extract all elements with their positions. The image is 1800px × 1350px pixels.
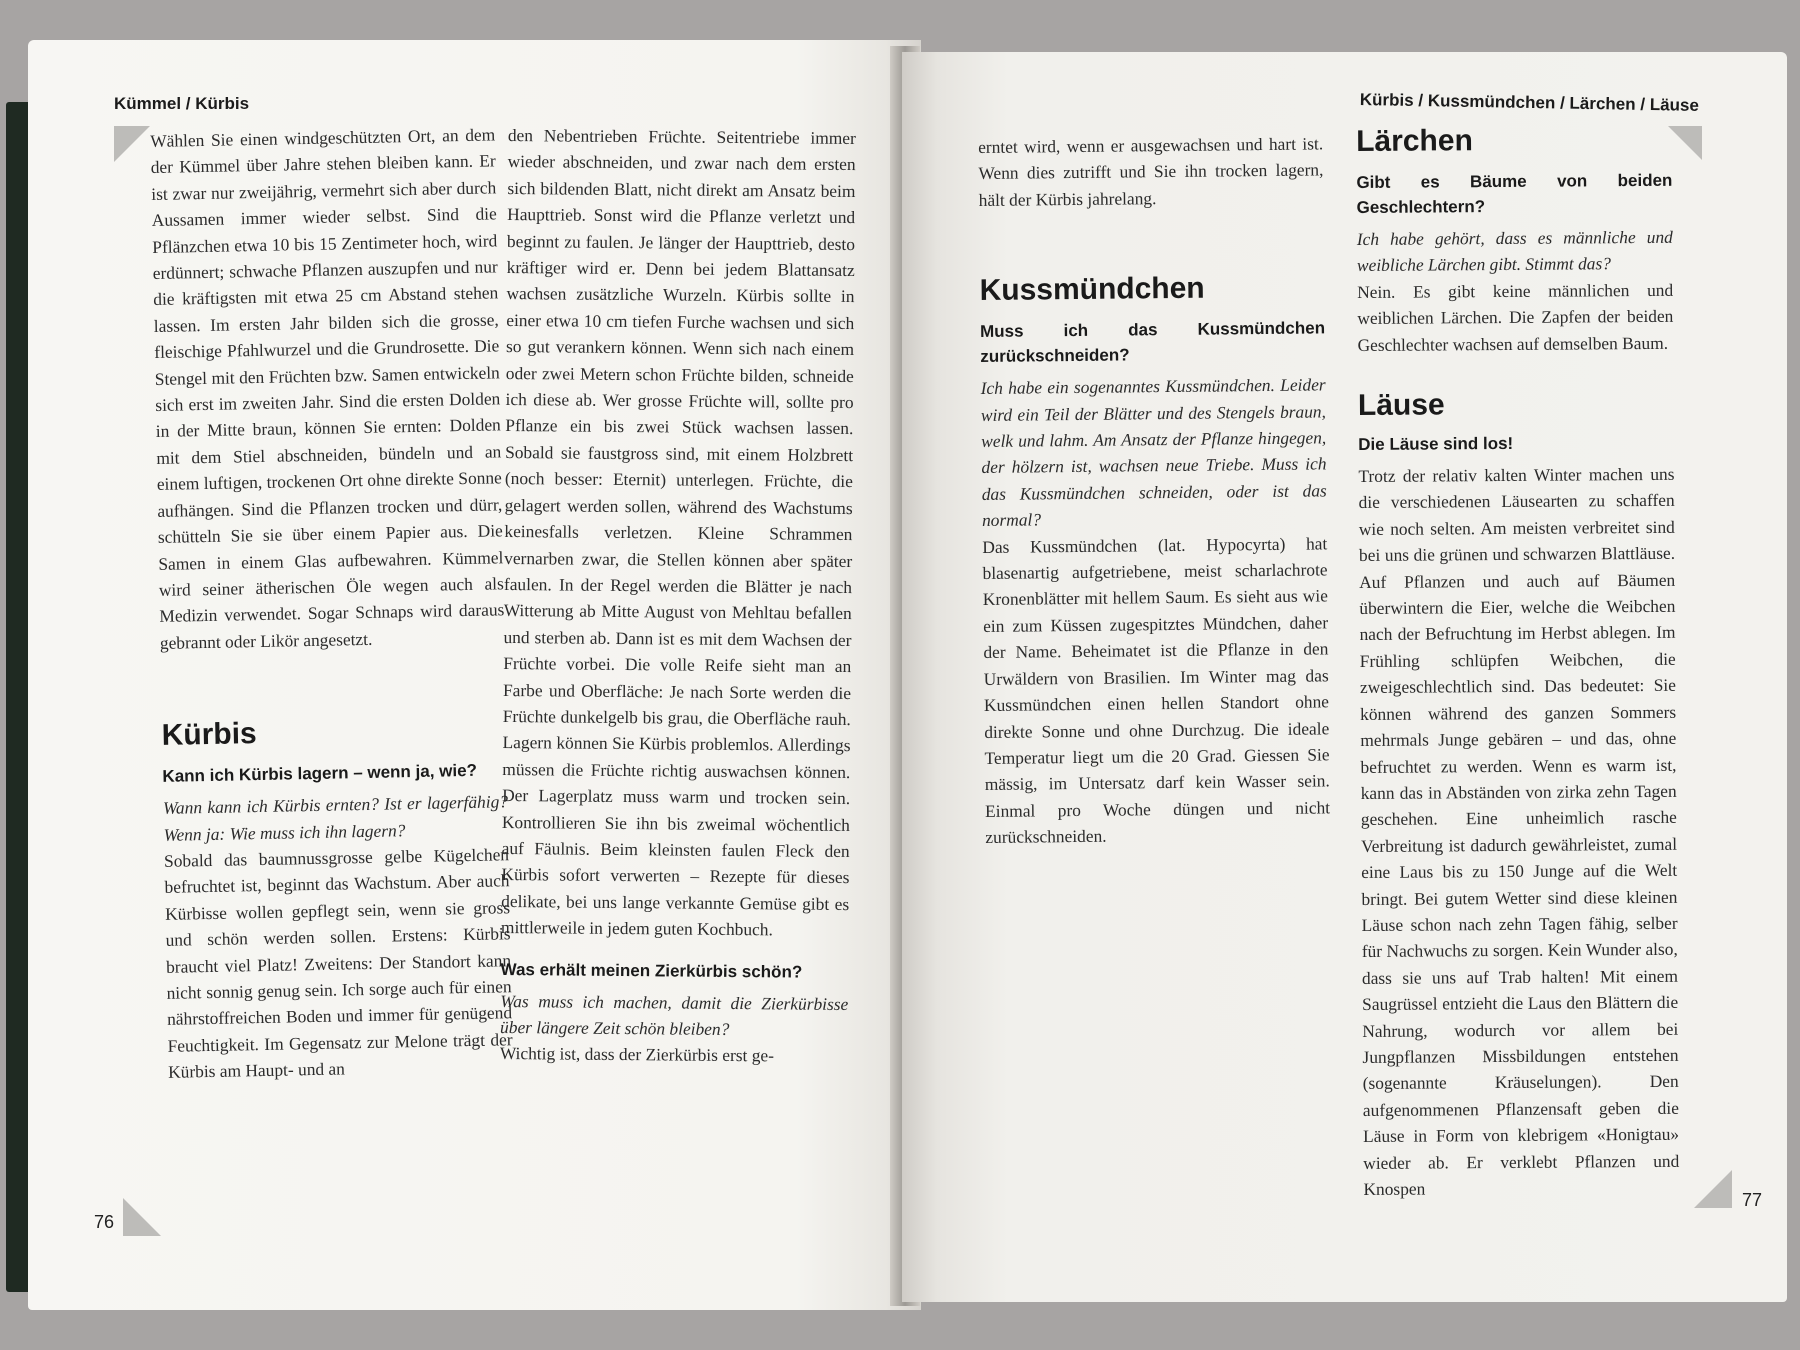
question-title-laeuse: Die Läuse sind los! [1358, 433, 1514, 455]
corner-triangle-top-right [1668, 126, 1702, 160]
corner-triangle-bottom-right [1694, 1170, 1732, 1208]
answer-kussmuendchen: Das Kussmündchen (lat. Hypocyrta) hat blasenartig aufgetriebene, meist scharlachrote Kronenblätter mit hellem Saum. Es sieht aus wie ein zum Küssen zugespitztes Mündchen, daher der Name. Beheimatet ist die Pflanze in den Urwäldern von Brasilien. Im Winter mag das Kussmündchen einen hellen Standort ohne direkte Sonne und ohne Durchzug. Die ideale Temperatur liegt um die 20 Grad. Giessen Sie mässig, im Untersatz darf kein Wasser sein. Einmal pro Woche düngen und nicht zurückschneiden. [982, 533, 1331, 848]
section-title-kuerbis: Kürbis [161, 717, 257, 753]
kuemmel-intro-text: Wählen Sie einen windgeschützten Ort, an dem der Kümmel über Jahre stehen bleiben kann. Er ist zwar nur zweijährig, vermehrt sich aber durch Aussamen immer wieder selbst. Sind die Pflänzchen etwa 10 bis 15 Zentimeter hoch, wird erdünnert; schwache Pflanzen auszupfen und nur die kräftigsten mit etwa 25 cm Abstand stehen lassen. Im ersten Jahr bilden sich die grosse, fleischige Pfahlwurzel und die Grundrosette. Die Stengel mit den Früchten bzw. Samen entwickeln sich erst im zweiten Jahr. Sind die ersten Dolden in der Mitte braun, können Sie ernten: Dolden mit dem Stiel abschneiden, bündeln und an einem luftigen, trockenen Ort ohne direkte Sonne aufhängen. Sind die Pflanzen trocken und dürr, schütteln Sie sie über einem Papier aus. Die Samen in einem Glas aufbewahren. Kümmel wird seiner ätherischen Öle wegen auch als Medizin verwendet. Sogar Schnaps wird daraus gebrannt oder Likör angesetzt. [150, 124, 505, 653]
page-number-right: 77 [1742, 1190, 1763, 1210]
answer-laerchen: Nein. Es gibt keine männlichen und weiblichen Lärchen. Die Zapfen der beiden Geschlechter wachsen auf demselben Baum. [1357, 279, 1674, 355]
section-title-kussmuendchen: Kussmündchen [979, 271, 1205, 308]
corner-triangle-top-left [114, 126, 150, 162]
kuerbis-continued-text: den Nebentrieben Früchte. Seitentriebe immer wieder abschneiden, und zwar nach dem ersten sich bildenden Blatt, nicht direkt am Ansatz beim Haupttrieb. Sonst wird die Pflanze verletzt und beginnt zu faulen. Je länger der Haupttrieb, desto kräftiger wird er. Denn bei jedem Blattansatz wachsen zusätzliche Wurzeln. Kürbis sollte in einer etwa 10 cm tiefen Furche wachsen und sich so gut verankern können. Wenn sich nach einem oder zwei Metern schon Früchte bilden, schneide ich diese ab. Wer grosse Früchte will, sollte pro Pflanze ein bis zwei Stück wachsen lassen. Sobald sie faustgross sind, mit einem Holzbrett (noch besser: Eternit) unterlegen. Früchte, die gelagert werden sollen, während des Wachstums keinesfalls verletzen. Kleine Schrammen vernarben zwar, die Stellen können aber später faulen. In der Regel werden die Blätter je nach Witterung ab Mitte August von Mehltau befallen und sterben ab. Dann ist es mit dem Wachsen der Früchte vorbei. Die volle Reife sieht man an Farbe und Oberfläche: Je nach Sorte werden die Früchte dunkelgelb bis grau, die Oberfläche rauh. Lagern können Sie Kürbis problemlos. Allerdings müssen die Früchte richtig auswachsen können. Der Lagerplatz muss warm und trocken sein. Kontrollieren Sie ihn bis zweimal wöchentlich auf Fäulnis. Beim kleinsten faulen Fleck den Kürbis sofort verwerten – Rezepte für dieses delikate, bei uns lange verkannte Gemüse gibt es mittlerweile in jedem guten Kochbuch. [500, 124, 856, 940]
left-page [28, 40, 921, 1310]
right-page [902, 52, 1787, 1302]
corner-triangle-bottom-left [123, 1198, 161, 1236]
answer-zierkuerbis: Wichtig ist, dass der Zierkürbis erst ge- [499, 1043, 775, 1066]
left-running-header: Kümmel / Kürbis [114, 94, 250, 113]
left-column-2 [500, 122, 856, 1070]
question-zierkuerbis: Was muss ich machen, damit die Zierkürbisse über längere Zeit schön bleiben? [500, 990, 849, 1039]
answer-kuerbis-lagern: Sobald das baumnussgrosse gelbe Kügelchen befruchtet ist, beginnt das Wachstum. Aber auch Kürbisse wollen gepflegt sein, wenn sie gross und schön werden sollen. Erstens: Kürbis braucht viel Platz! Zweitens: Der Standort kann nicht sonnig genug sein. Ich sorge auch für einen nährstoffreichen Boden und immer für genügend Feuchtigkeit. Im Gegensatz zur Melone trägt der Kürbis am Haupt- und an [163, 844, 513, 1083]
question-title-kuerbis-lagern: Kann ich Kürbis lagern – wenn ja, wie? [162, 760, 478, 787]
right-column-2 [1356, 122, 1680, 1203]
kuerbis-continuation-text: erntet wird, wenn er ausgewachsen und hart ist. Wenn dies zutrifft und Sie ihn trocken lagern, hält der Kürbis jahrelang. [978, 133, 1324, 210]
section-title-laeuse: Läuse [1357, 388, 1445, 423]
left-column-1 [150, 121, 513, 1085]
section-title-laerchen: Lärchen [1356, 124, 1473, 158]
question-title-kussmuendchen: Muss ich das Kussmündchen zurückschneiden? [979, 318, 1326, 367]
question-laerchen: Ich habe gehört, dass es männliche und weibliche Lärchen gibt. Stimmt das? [1356, 226, 1673, 276]
question-kussmuendchen: Ich habe ein sogenanntes Kussmündchen. Leider wird ein Teil der Blätter und des Stengels braun, welk und lahm. Am Ansatz der Pflanze hingegen, der hölzern ist, wachsen neue Triebe. Muss ich das Kussmündchen schneiden, oder ist das normal? [980, 374, 1327, 531]
question-kuerbis-lagern: Wann kann ich Kürbis ernten? Ist er lagerfähig? Wenn ja: Wie muss ich ihn lagern? [162, 791, 509, 845]
right-running-header: Kürbis / Kussmündchen / Lärchen / Läuse [1359, 90, 1700, 115]
page-number-left: 76 [94, 1212, 115, 1232]
answer-laeuse: Trotz der relativ kalten Winter machen uns die verschiedenen Läusearten zu schaffen wie noch selten. Am meisten verbreitet sind bei uns die grünen und schwarzen Blattläuse. Auf Pflanzen und auch auf Bäumen überwintern die Eier, welche die Weibchen nach der Befruchtung im Herbst ablegen. Im Frühling schlüpfen Weibchen, die zweigeschlechtlich sind. Das bedeutet: Sie können während des ganzen Sommers mehrmals Junge gebären – und das, ohne befruchtet zu werden. Wenn es warm ist, kann das in Abständen von zirka zehn Tagen geschehen. Eine unheimlich rasche Verbreitung ist dadurch gewährleistet, zumal eine Laus bis zu 150 Junge auf die Welt bringt. Bei gutem Wetter sind diese kleinen Läuse schon nach zehn Tagen fähig, selber für Nachwuchs zu sorgen. Kein Wunder also, dass sie uns auf Trab halten! Mit einem Saugrüssel entzieht die Laus den Blättern die Nahrung, wodurch vor allem bei Jungpflanzen Missbildungen entstehen (sogenannte Kräuselungen). Den aufgenommenen Pflanzensaft geben die Läuse in Form von klebrigem «Honigtau» wieder ab. Er verklebt Pflanzen und Knospen [1358, 463, 1680, 1199]
question-title-laerchen: Gibt es Bäume von beiden Geschlechtern? [1356, 170, 1673, 217]
right-column-1 [978, 130, 1330, 850]
question-title-zierkuerbis: Was erhält meinen Zierkürbis schön? [500, 959, 803, 982]
